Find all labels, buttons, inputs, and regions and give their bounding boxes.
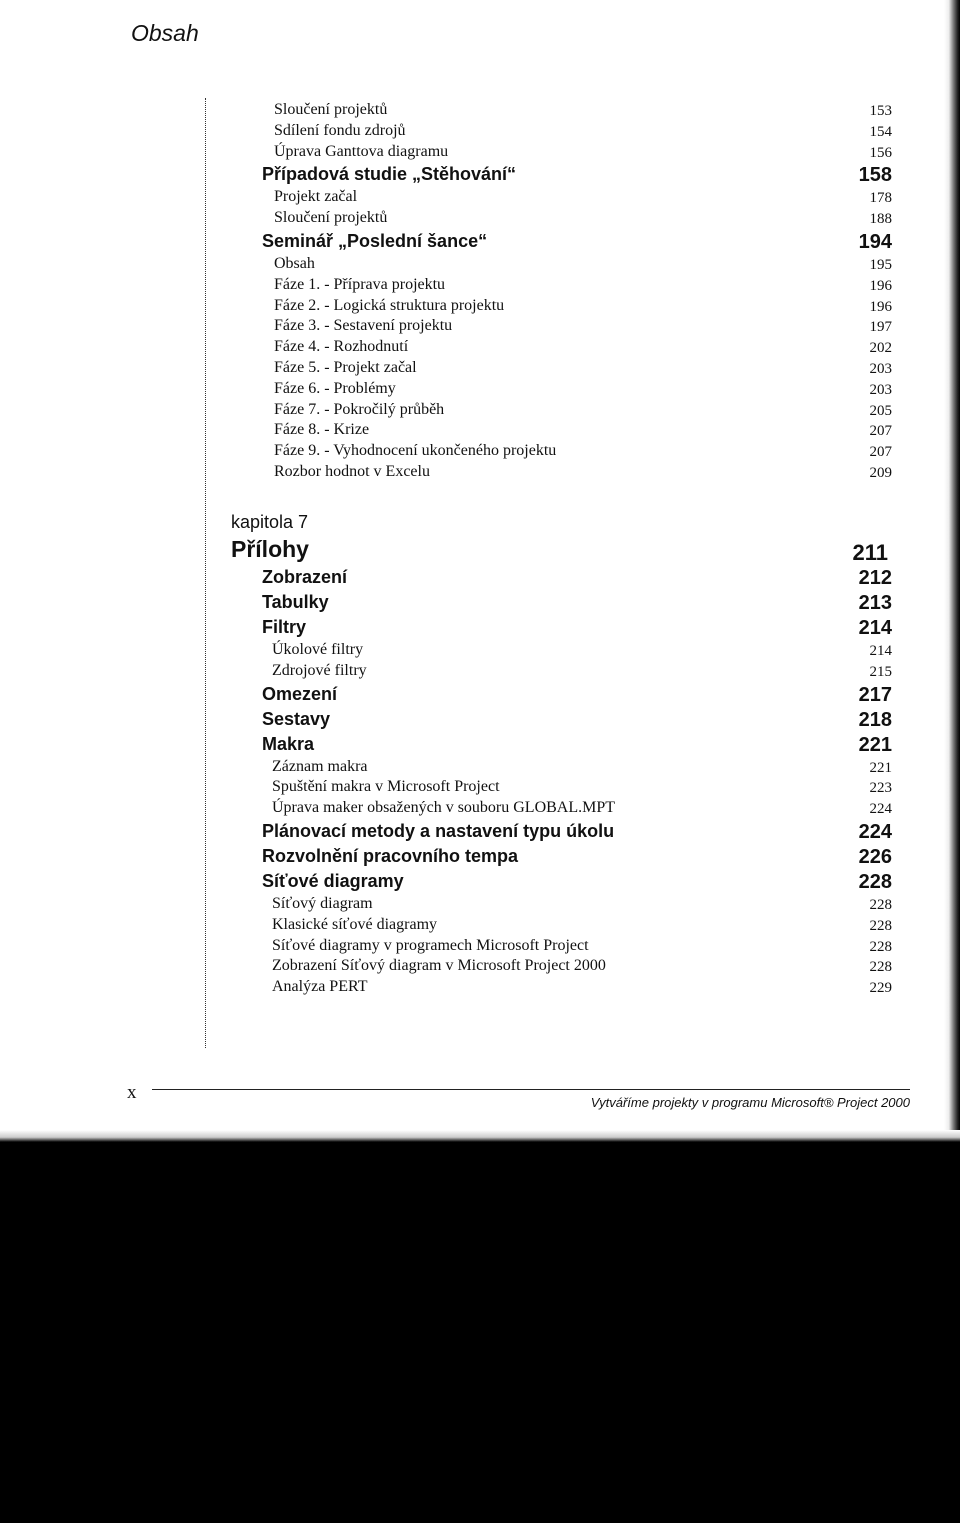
- toc-entry-page-number: 221: [858, 733, 892, 756]
- toc-entry-title: Síťové diagramy v programech Microsoft Project: [272, 936, 589, 954]
- toc-entry-title: Úkolové filtry: [272, 641, 364, 658]
- chapter-page-number: 211: [852, 540, 888, 565]
- toc-subentry: [262, 757, 892, 778]
- toc-entry-page-number: 223: [869, 780, 892, 797]
- toc-entry-title: Sdílení fondu zdrojů: [274, 121, 406, 139]
- toc-subentry: [262, 777, 892, 798]
- toc-entry-title: Síťový diagram: [272, 894, 373, 912]
- toc-entry-page-number: 153: [869, 103, 892, 119]
- toc-entry-title: Fáze 2. - Logická struktura projektu: [274, 296, 505, 314]
- toc-heading-entry: [262, 682, 892, 707]
- chapter-title: Přílohy: [231, 536, 309, 562]
- toc-entry-page-number: 207: [869, 444, 892, 461]
- page-number-marker: x: [127, 1082, 137, 1103]
- toc-heading-entry: [262, 615, 892, 640]
- toc-subentry: [262, 956, 892, 977]
- toc-entry-title: Rozvolnění pracovního tempa: [262, 845, 519, 866]
- toc-subentry: [262, 400, 892, 421]
- toc-subentry: [262, 661, 892, 682]
- toc-subentry: [262, 640, 892, 661]
- toc-heading-entry: [262, 869, 892, 894]
- toc-heading-entry: [262, 565, 892, 590]
- page-bottom-shadow: [0, 1130, 960, 1142]
- toc-heading-entry: [262, 162, 892, 187]
- toc-entry-title: Klasické síťové diagramy: [272, 915, 438, 933]
- toc-entry-page-number: 178: [869, 190, 892, 207]
- toc-section-chapter-7: [262, 565, 892, 998]
- toc-subentry: [262, 894, 892, 915]
- running-header-title: Obsah: [131, 20, 199, 46]
- toc-heading-entry: [262, 229, 892, 254]
- toc-subentry: [262, 337, 892, 358]
- toc-entry-title: Úprava Ganttova diagramu: [274, 142, 449, 160]
- toc-entry-page-number: 202: [869, 340, 892, 357]
- toc-subentry: [262, 936, 892, 957]
- toc-entry-title: Fáze 1. - Příprava projektu: [274, 275, 446, 293]
- toc-entry-page-number: 214: [858, 617, 892, 639]
- toc-entry-title: Záznam makra: [272, 757, 368, 775]
- toc-entry-title: Plánovací metody a nastavení typu úkolu: [262, 820, 615, 841]
- toc-entry-page-number: 228: [869, 917, 892, 934]
- toc-entry-page-number: 209: [869, 464, 892, 481]
- toc-entry-title: Síťové diagramy: [262, 870, 404, 891]
- toc-entry-title: Projekt začal: [274, 188, 358, 206]
- chapter-label: kapitola 7: [231, 512, 309, 532]
- toc-entry-page-number: 213: [858, 592, 892, 614]
- toc-subentry: [262, 100, 892, 121]
- toc-subentry: [262, 208, 892, 229]
- toc-entry-page-number: 154: [869, 123, 892, 140]
- toc-subentry: [262, 142, 892, 163]
- toc-entry-title: Úprava maker obsažených v souboru GLOBAL.MPT: [272, 799, 616, 817]
- toc-subentry: [262, 379, 892, 400]
- toc-entry-page-number: 224: [869, 801, 892, 818]
- toc-entry-page-number: 194: [858, 230, 892, 253]
- toc-entry-title: Tabulky: [262, 592, 329, 612]
- toc-entry-title: Fáze 4. - Rozhodnutí: [274, 338, 409, 356]
- toc-entry-page-number: 188: [869, 211, 892, 228]
- toc-section-continued: [262, 100, 892, 483]
- toc-entry-title: Fáze 5. - Projekt začal: [274, 358, 417, 376]
- toc-entry-title: Zobrazení: [262, 567, 348, 587]
- toc-subentry: [262, 798, 892, 819]
- toc-entry-page-number: 205: [869, 402, 892, 419]
- toc-entry-title: Analýza PERT: [272, 978, 368, 996]
- toc-entry-page-number: 215: [869, 663, 892, 680]
- toc-entry-title: Fáze 7. - Pokročilý průběh: [274, 400, 445, 418]
- toc-entry-page-number: 221: [869, 759, 892, 776]
- page-edge-shadow: [944, 0, 960, 1142]
- toc-subentry: [262, 316, 892, 337]
- toc-entry-title: Omezení: [262, 683, 338, 704]
- toc-entry-page-number: 226: [858, 845, 892, 868]
- toc-entry-title: Sestavy: [262, 708, 331, 729]
- toc-entry-title: Rozbor hodnot v Excelu: [274, 462, 430, 480]
- toc-subentry: [262, 420, 892, 441]
- toc-entry-title: Případová studie „Stěhování“: [262, 164, 517, 185]
- toc-entry-page-number: 207: [869, 423, 892, 440]
- toc-entry-page-number: 229: [869, 980, 892, 997]
- toc-subentry: [262, 358, 892, 379]
- toc-subentry: [262, 915, 892, 936]
- toc-entry-page-number: 196: [869, 298, 892, 315]
- toc-entry-title: Fáze 6. - Problémy: [274, 379, 396, 397]
- toc-entry-page-number: 156: [869, 144, 892, 161]
- toc-entry-title: Sloučení projektů: [274, 209, 388, 227]
- toc-entry-title: Spuštění makra v Microsoft Project: [272, 778, 500, 796]
- toc-entry-title: Fáze 3. - Sestavení projektu: [274, 317, 453, 335]
- toc-entry-page-number: 197: [869, 319, 892, 336]
- toc-entry-page-number: 218: [858, 708, 892, 731]
- toc-subentry: [262, 977, 892, 998]
- toc-heading-entry: [262, 590, 892, 615]
- toc-subentry: [262, 441, 892, 462]
- footer-book-title: Vytváříme projekty v programu Microsoft® Project 2000: [590, 1095, 910, 1110]
- toc-entry-page-number: 195: [869, 256, 892, 273]
- toc-entry-title: Zdrojové filtry: [272, 661, 367, 679]
- toc-entry-page-number: 228: [869, 938, 892, 955]
- toc-heading-entry: [262, 844, 892, 869]
- toc-heading-entry: [262, 732, 892, 757]
- toc-entry-page-number: 212: [858, 567, 892, 589]
- toc-subentry: [262, 254, 892, 275]
- toc-entry-title: Seminář „Poslední šance“: [262, 230, 488, 251]
- footer-rule: [152, 1089, 910, 1090]
- toc-subentry: [262, 296, 892, 317]
- toc-entry-page-number: 217: [858, 683, 892, 706]
- toc-entry-page-number: 228: [858, 870, 892, 893]
- toc-entry-page-number: 203: [869, 360, 892, 377]
- toc-subentry: [262, 187, 892, 208]
- toc-heading-entry: [262, 707, 892, 732]
- toc-entry-title: Zobrazení Síťový diagram v Microsoft Project 2000: [272, 957, 606, 975]
- toc-entry-page-number: 224: [858, 820, 892, 843]
- toc-subentry: [262, 275, 892, 296]
- toc-entry-title: Fáze 8. - Krize: [274, 421, 370, 439]
- toc-entry-title: Fáze 9. - Vyhodnocení ukončeného projektu: [274, 442, 557, 460]
- toc-entry-page-number: 158: [858, 164, 892, 187]
- toc-heading-entry: [262, 819, 892, 844]
- toc-entry-title: Sloučení projektů: [274, 101, 388, 118]
- toc-entry-title: Filtry: [262, 617, 307, 637]
- toc-entry-page-number: 196: [869, 277, 892, 294]
- toc-entry-page-number: 228: [869, 896, 892, 913]
- toc-entry-title: Obsah: [274, 254, 315, 272]
- toc-entry-page-number: 203: [869, 381, 892, 398]
- toc-entry-title: Makra: [262, 733, 315, 754]
- toc-entry-page-number: 228: [869, 959, 892, 976]
- toc-subentry: [262, 462, 892, 483]
- margin-rule: [205, 98, 206, 1048]
- toc-subentry: [262, 121, 892, 142]
- toc-entry-page-number: 214: [869, 643, 892, 659]
